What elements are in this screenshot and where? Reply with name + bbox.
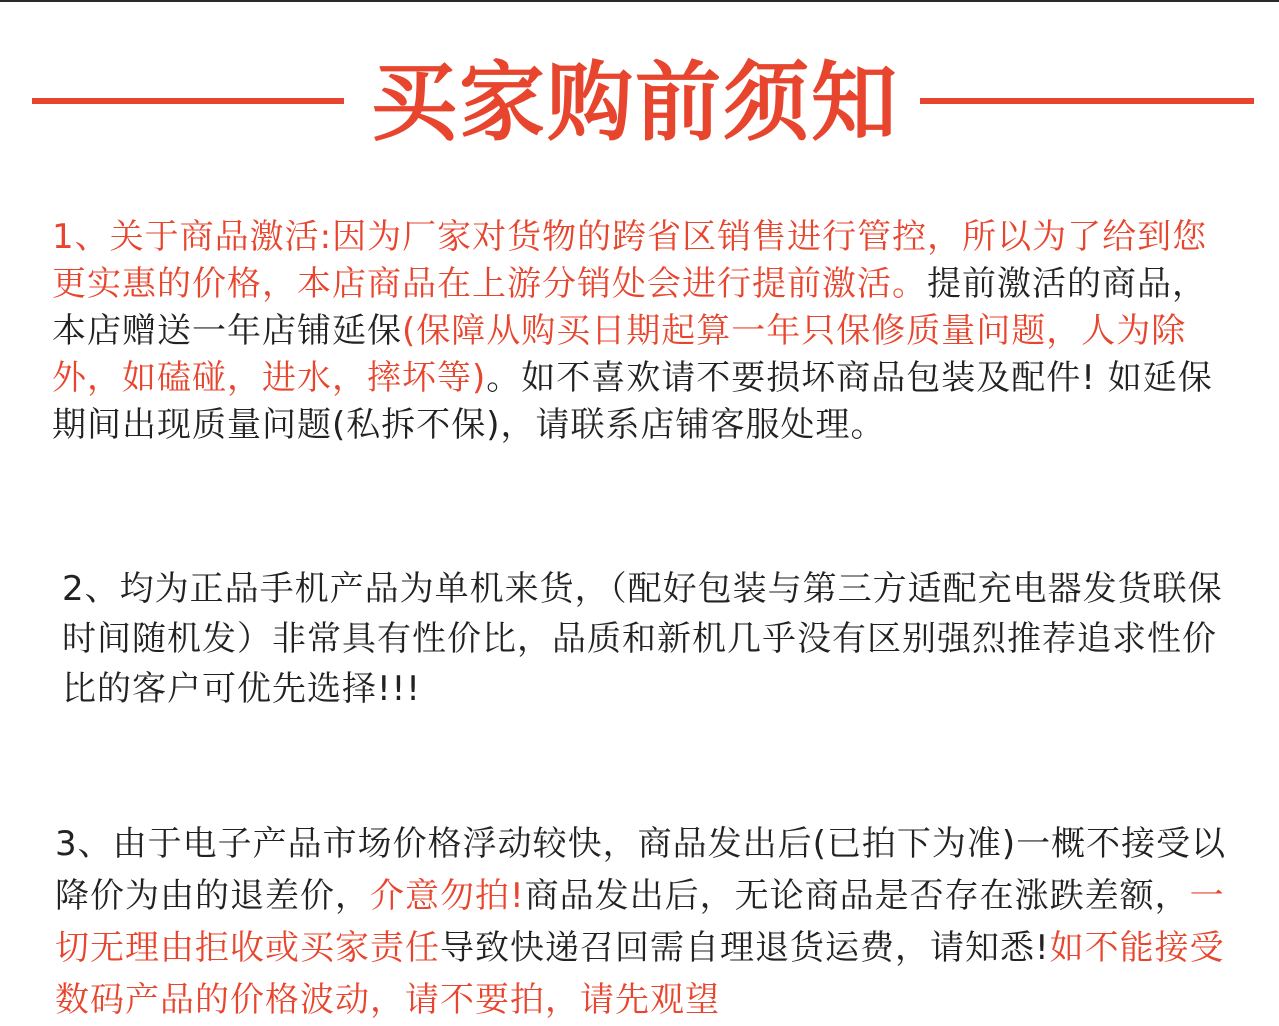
title-divider-right — [920, 98, 1254, 104]
notice-text: 导致快递召回需自理退货运费，请知悉! — [440, 928, 1050, 968]
notice-text-red: 1、关于商品激活:因为厂家对货物的跨省区销售进行管控，所以为了给到您更实惠的价格，本店商品在上游分销处会进行提前激活。 — [52, 217, 1208, 304]
header-banner — [0, 48, 1279, 158]
notice-text-red: 如不能接受数码产品的价格波动，请不要拍，请先观望 — [55, 928, 1225, 1020]
top-border-line — [0, 0, 1279, 2]
notice-text-red: 介意勿拍! — [370, 876, 525, 916]
notice-section-product — [62, 564, 1242, 714]
notice-text: 商品发出后，无论商品是否存在涨跌差额， — [524, 876, 1190, 916]
notice-section-price — [55, 818, 1235, 1026]
notice-text-red: (保障从购买日期起算一年只保修质量问题，人为除外，如磕碰，进水，摔坏等) — [52, 311, 1187, 398]
title-divider-left — [32, 98, 344, 104]
notice-text: 2、均为正品手机产品为单机来货，（配好包装与第三方适配充电器发货联保时间随机发）非常具有性价比，品质和新机几乎没有区别强烈推荐追求性价比的客户可优先选择!!! — [62, 569, 1223, 709]
notice-section-activation — [52, 214, 1232, 449]
notice-text: 。如不喜欢请不要损坏商品包装及配件! 如延保期间出现质量问题(私拆不保)，请联系店铺客服处理。 — [52, 358, 1213, 445]
page-title: 买家购前须知 — [371, 53, 899, 153]
notice-text: 3、由于电子产品市场价格浮动较快，商品发出后(已拍下为准)一概不接受以降价为由的退差价， — [55, 824, 1227, 916]
notice-text-red: 一切无理由拒收或买家责任 — [55, 876, 1225, 968]
notice-text: 提前激活的商品，本店赠送一年店铺延保 — [52, 264, 1207, 351]
